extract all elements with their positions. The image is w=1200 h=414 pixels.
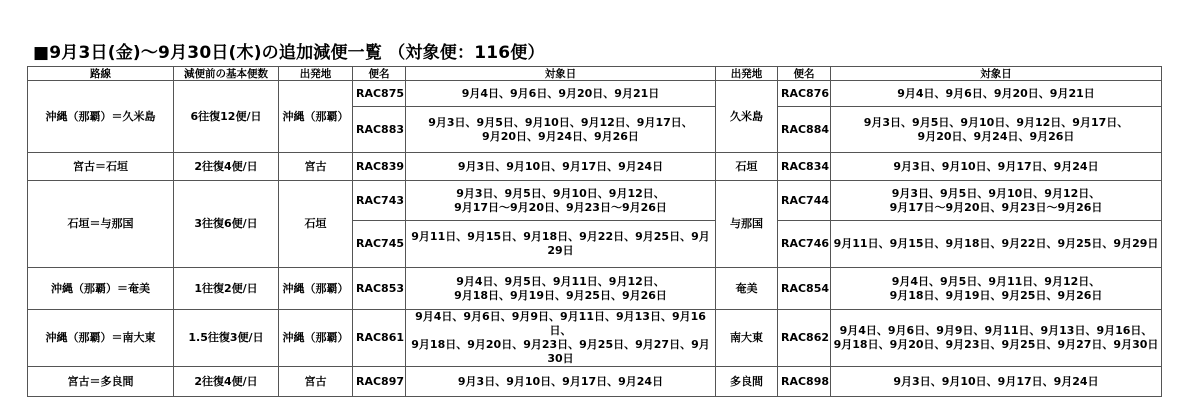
flight-number-return: RAC898 bbox=[778, 367, 831, 397]
header-origin: 出発地 bbox=[279, 67, 353, 81]
route-name: 宮古＝石垣 bbox=[28, 153, 174, 181]
target-dates-return: 9月4日、9月5日、9月11日、9月12日、 9月18日、9月19日、9月25日、9月26日 bbox=[831, 268, 1162, 310]
flight-number: RAC875 bbox=[353, 81, 406, 107]
table-row bbox=[28, 310, 1162, 367]
flight-number: RAC897 bbox=[353, 367, 406, 397]
flight-number: RAC745 bbox=[353, 221, 406, 268]
base-flights: 3往復6便/日 bbox=[174, 181, 279, 268]
route-name: 沖縄（那覇）＝奄美 bbox=[28, 268, 174, 310]
origin: 宮古 bbox=[279, 153, 353, 181]
target-dates-return: 9月3日、9月5日、9月10日、9月12日、9月17日、 9月20日、9月24日、9月26日 bbox=[831, 107, 1162, 153]
base-flights: 1往復2便/日 bbox=[174, 268, 279, 310]
origin-return: 久米島 bbox=[716, 81, 778, 153]
flight-number-return: RAC884 bbox=[778, 107, 831, 153]
table-row bbox=[28, 181, 1162, 221]
header-row bbox=[28, 67, 1162, 81]
flight-number-return: RAC744 bbox=[778, 181, 831, 221]
header-route: 路線 bbox=[28, 67, 174, 81]
header-base-flights: 減便前の基本便数 bbox=[174, 67, 279, 81]
origin-return: 南大東 bbox=[716, 310, 778, 367]
base-flights: 2往復4便/日 bbox=[174, 367, 279, 397]
header-dates-return: 対象日 bbox=[831, 67, 1162, 81]
base-flights: 2往復4便/日 bbox=[174, 153, 279, 181]
origin-return: 奄美 bbox=[716, 268, 778, 310]
target-dates: 9月3日、9月10日、9月17日、9月24日 bbox=[406, 153, 716, 181]
origin-return: 与那国 bbox=[716, 181, 778, 268]
origin: 沖縄（那覇） bbox=[279, 268, 353, 310]
target-dates: 9月4日、9月6日、9月20日、9月21日 bbox=[406, 81, 716, 107]
header-dates: 対象日 bbox=[406, 67, 716, 81]
page-title: ■9月3日(金)～9月30日(木)の追加減便一覧 （対象便：116便） bbox=[33, 43, 545, 63]
target-dates: 9月4日、9月6日、9月9日、9月11日、9月13日、9月16日、 9月18日、9月20日、9月23日、9月25日、9月27日、9月30日 bbox=[406, 310, 716, 367]
target-dates-return: 9月3日、9月10日、9月17日、9月24日 bbox=[831, 367, 1162, 397]
route-name: 沖縄（那覇）＝南大東 bbox=[28, 310, 174, 367]
origin-return: 石垣 bbox=[716, 153, 778, 181]
flight-number: RAC861 bbox=[353, 310, 406, 367]
flight-number: RAC883 bbox=[353, 107, 406, 153]
origin: 石垣 bbox=[279, 181, 353, 268]
flight-number: RAC839 bbox=[353, 153, 406, 181]
header-flight: 便名 bbox=[353, 67, 406, 81]
target-dates: 9月3日、9月10日、9月17日、9月24日 bbox=[406, 367, 716, 397]
route-name: 沖縄（那覇）＝久米島 bbox=[28, 81, 174, 153]
flight-number-return: RAC876 bbox=[778, 81, 831, 107]
base-flights: 6往復12便/日 bbox=[174, 81, 279, 153]
target-dates: 9月11日、9月15日、9月18日、9月22日、9月25日、9月29日 bbox=[406, 221, 716, 268]
target-dates-return: 9月3日、9月10日、9月17日、9月24日 bbox=[831, 153, 1162, 181]
table-row bbox=[28, 268, 1162, 310]
table-row bbox=[28, 153, 1162, 181]
target-dates: 9月3日、9月5日、9月10日、9月12日、9月17日、 9月20日、9月24日、9月26日 bbox=[406, 107, 716, 153]
origin: 沖縄（那覇） bbox=[279, 81, 353, 153]
base-flights: 1.5往復3便/日 bbox=[174, 310, 279, 367]
header-origin-return: 出発地 bbox=[716, 67, 778, 81]
table-row bbox=[28, 367, 1162, 397]
origin: 沖縄（那覇） bbox=[279, 310, 353, 367]
flight-number-return: RAC854 bbox=[778, 268, 831, 310]
flight-reduction-table bbox=[27, 66, 1162, 397]
target-dates-return: 9月11日、9月15日、9月18日、9月22日、9月25日、9月29日 bbox=[831, 221, 1162, 268]
flight-number-return: RAC862 bbox=[778, 310, 831, 367]
flight-number-return: RAC746 bbox=[778, 221, 831, 268]
origin-return: 多良間 bbox=[716, 367, 778, 397]
route-name: 石垣＝与那国 bbox=[28, 181, 174, 268]
flight-number-return: RAC834 bbox=[778, 153, 831, 181]
target-dates-return: 9月4日、9月6日、9月20日、9月21日 bbox=[831, 81, 1162, 107]
target-dates: 9月3日、9月5日、9月10日、9月12日、 9月17日～9月20日、9月23日～9月26日 bbox=[406, 181, 716, 221]
origin: 宮古 bbox=[279, 367, 353, 397]
flight-number: RAC743 bbox=[353, 181, 406, 221]
header-flight-return: 便名 bbox=[778, 67, 831, 81]
target-dates-return: 9月3日、9月5日、9月10日、9月12日、 9月17日～9月20日、9月23日～9月26日 bbox=[831, 181, 1162, 221]
target-dates-return: 9月4日、9月6日、9月9日、9月11日、9月13日、9月16日、 9月18日、9月20日、9月23日、9月25日、9月27日、9月30日 bbox=[831, 310, 1162, 367]
flight-number: RAC853 bbox=[353, 268, 406, 310]
target-dates: 9月4日、9月5日、9月11日、9月12日、 9月18日、9月19日、9月25日、9月26日 bbox=[406, 268, 716, 310]
route-name: 宮古＝多良間 bbox=[28, 367, 174, 397]
table-row bbox=[28, 81, 1162, 107]
